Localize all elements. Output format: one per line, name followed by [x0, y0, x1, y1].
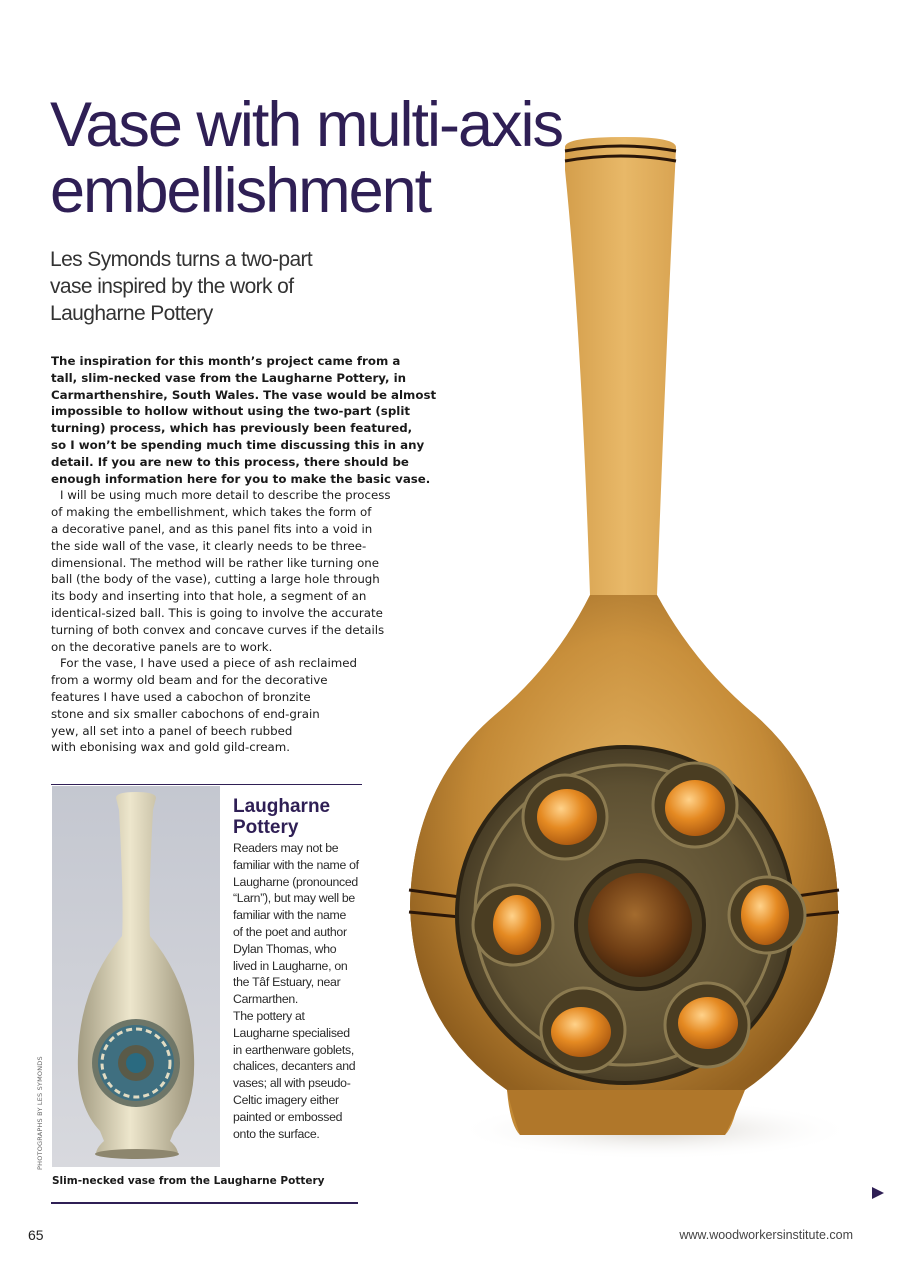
- body-line: on the decorative panels are to work.: [51, 639, 273, 654]
- sidebar-line: of the poet and author: [233, 924, 347, 939]
- body-line: tall, slim-necked vase from the Laugharne Pottery, in: [51, 370, 407, 385]
- body-line: features I have used a cabochon of bronzite: [51, 689, 311, 704]
- body-paragraph: [51, 655, 411, 756]
- body-line: The inspiration for this month’s project came from a: [51, 354, 401, 368]
- sidebar-line: onto the surface.: [233, 1126, 320, 1141]
- pottery-vase-photo: [52, 786, 220, 1167]
- sidebar-body: [233, 840, 368, 1142]
- sidebar-line: familiar with the name of: [233, 857, 359, 872]
- site-url: www.woodworkersinstitute.com: [679, 1228, 853, 1242]
- body-line: ball (the body of the vase), cutting a large hole through: [51, 572, 380, 587]
- sidebar-line: Celtic imagery either: [233, 1092, 339, 1107]
- body-line: so I won’t be spending much time discussing this in any: [51, 437, 425, 452]
- continue-arrow-icon: [872, 1187, 884, 1199]
- lead-paragraph: [51, 353, 437, 487]
- sidebar-line: lived in Laugharne, on: [233, 958, 348, 973]
- sidebar-text: [233, 796, 368, 1142]
- body-paragraph: [51, 487, 411, 655]
- body-line: identical-sized ball. This is going to involve the accurate: [51, 605, 383, 620]
- body-line: turning of both convex and concave curves if the details: [51, 622, 385, 637]
- page-number: 65: [28, 1227, 44, 1243]
- sidebar-top-rule: [51, 784, 362, 785]
- standfirst-line: Laugharne Pottery: [50, 302, 213, 325]
- sidebar-line: chalices, decanters and: [233, 1059, 356, 1074]
- sidebar-line: “Larn”), but may well be: [233, 891, 355, 906]
- body-line: with ebonising wax and gold gild-cream.: [51, 740, 291, 755]
- article-standfirst: [50, 246, 380, 327]
- sidebar-line: painted or embossed: [233, 1109, 343, 1124]
- sidebar-heading-line: Pottery: [233, 817, 299, 838]
- pottery-vase-illustration: [52, 786, 220, 1167]
- title-line: embellishment: [50, 156, 431, 226]
- article-body: [51, 353, 437, 756]
- sidebar-line: Laugharne (pronounced: [233, 874, 358, 889]
- standfirst-line: vase inspired by the work of: [50, 275, 294, 298]
- sidebar-bottom-rule: [51, 1202, 358, 1204]
- vase-photo: [395, 125, 855, 1185]
- body-line: of making the embellishment, which takes the form of: [51, 505, 372, 520]
- photo-caption: Slim-necked vase from the Laugharne Pottery: [52, 1175, 325, 1187]
- body-line: Carmarthenshire, South Wales. The vase would be almost: [51, 387, 437, 402]
- body-line: its body and inserting into that hole, a segment of an: [51, 589, 367, 604]
- body-line: yew, all set into a panel of beech rubbed: [51, 723, 293, 738]
- body-line: turning) process, which has previously been featured,: [51, 421, 413, 436]
- body-line: from a wormy old beam and for the decorative: [51, 673, 328, 688]
- body-line: dimensional. The method will be rather like turning one: [51, 555, 380, 570]
- body-line: enough information here for you to make the basic vase.: [51, 471, 431, 486]
- sidebar-line: Laugharne specialised: [233, 1025, 350, 1040]
- sidebar-line: Dylan Thomas, who: [233, 941, 337, 956]
- sidebar-heading: [233, 796, 368, 838]
- title-line: Vase with multi-axis: [50, 90, 562, 160]
- wooden-vase-illustration: [395, 125, 855, 1185]
- body-line: For the vase, I have used a piece of ash reclaimed: [60, 656, 358, 671]
- sidebar-line: The pottery at: [233, 1008, 305, 1023]
- sidebar-line: Readers may not be: [233, 841, 339, 855]
- body-line: impossible to hollow without using the two-part (split: [51, 404, 410, 419]
- body-line: I will be using much more detail to describe the process: [60, 488, 391, 503]
- standfirst-line: Les Symonds turns a two-part: [50, 248, 313, 271]
- sidebar-line: vases; all with pseudo-: [233, 1076, 351, 1091]
- photo-credit: PHOTOGRAPHS BY LES SYMONDS: [36, 1056, 44, 1170]
- sidebar-line: the Tâf Estuary, near: [233, 975, 341, 990]
- sidebar-line: in earthenware goblets,: [233, 1042, 354, 1057]
- body-line: stone and six smaller cabochons of end-grain: [51, 706, 320, 721]
- body-line: detail. If you are new to this process, there should be: [51, 454, 409, 469]
- sidebar-heading-line: Laugharne: [233, 796, 331, 817]
- sidebar-line: Carmarthen.: [233, 992, 299, 1007]
- sidebar-line: familiar with the name: [233, 908, 347, 923]
- body-line: the side wall of the vase, it clearly needs to be three-: [51, 538, 367, 553]
- body-line: a decorative panel, and as this panel fits into a void in: [51, 521, 373, 536]
